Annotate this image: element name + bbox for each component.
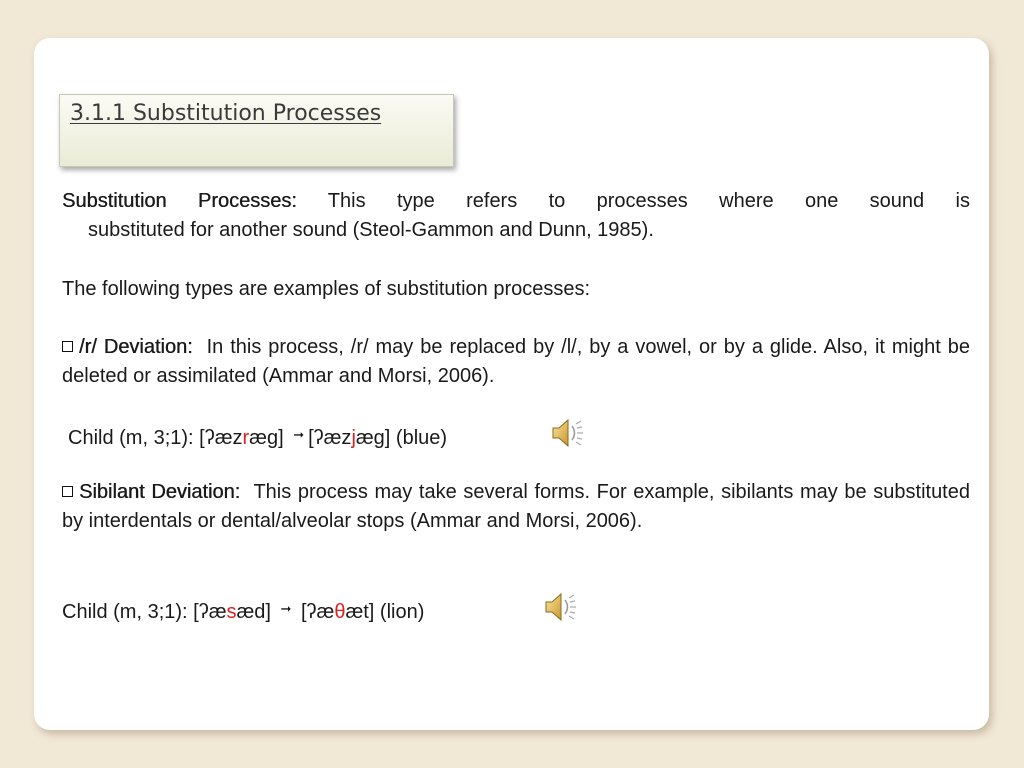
example1-highlight-substitute: j xyxy=(351,427,356,449)
intro-line2: substituted for another sound (Steol-Gammon and Dunn, 1985). xyxy=(88,219,654,241)
example1-line xyxy=(68,420,447,453)
checkbox-bullet-icon xyxy=(62,486,73,497)
arrow-icon: ➞ xyxy=(280,601,292,616)
slide-title: 3.1.1 Substitution Processes xyxy=(70,101,382,126)
example2-after-arrow: [ʔæ xyxy=(300,601,335,623)
speaker-sound-icon[interactable] xyxy=(543,592,579,622)
speaker-sound-icon[interactable] xyxy=(550,418,586,448)
example1-mid: æg] xyxy=(249,427,284,449)
intro-label: Substitution Processes: xyxy=(62,190,297,212)
example2-prefix: Child (m, 3;1): [ʔæ xyxy=(62,601,227,623)
title-box xyxy=(59,94,454,167)
intro-line1: This type refers to processes where one sound is xyxy=(327,190,970,212)
example2-line xyxy=(62,594,424,627)
r-deviation-label: /r/ Deviation: xyxy=(79,336,193,358)
sibilant-label: Sibilant Deviation: xyxy=(79,481,241,503)
intro-paragraph xyxy=(62,187,970,245)
example1-highlight-original: r xyxy=(242,427,250,449)
r-deviation-text: In this process, /r/ may be replaced by /l/, by a vowel, or by a glide. Also, it might be deleted or assimilated (Ammar and Morsi, 2006). xyxy=(62,336,970,387)
following-text: The following types are examples of substitution processes: xyxy=(62,278,591,300)
sibilant-text: This process may take several forms. For example, sibilants may be substituted by interdentals or dental/alveolar stops (Ammar and Morsi, 2006). xyxy=(62,481,970,532)
example1-prefix: Child (m, 3;1): [ʔæz xyxy=(68,427,243,449)
example2-highlight-original: s xyxy=(226,601,237,623)
example2-mid: æd] xyxy=(236,601,271,623)
r-deviation-paragraph xyxy=(62,333,970,391)
example1-after-arrow: [ʔæz xyxy=(308,427,352,449)
checkbox-bullet-icon xyxy=(62,341,73,352)
example2-suffix: æt] (lion) xyxy=(345,601,425,623)
example2-highlight-substitute: θ xyxy=(334,601,346,623)
sibilant-deviation-paragraph xyxy=(62,478,970,536)
arrow-icon: ➞ xyxy=(293,427,305,442)
example1-suffix: æg] (blue) xyxy=(355,427,448,449)
